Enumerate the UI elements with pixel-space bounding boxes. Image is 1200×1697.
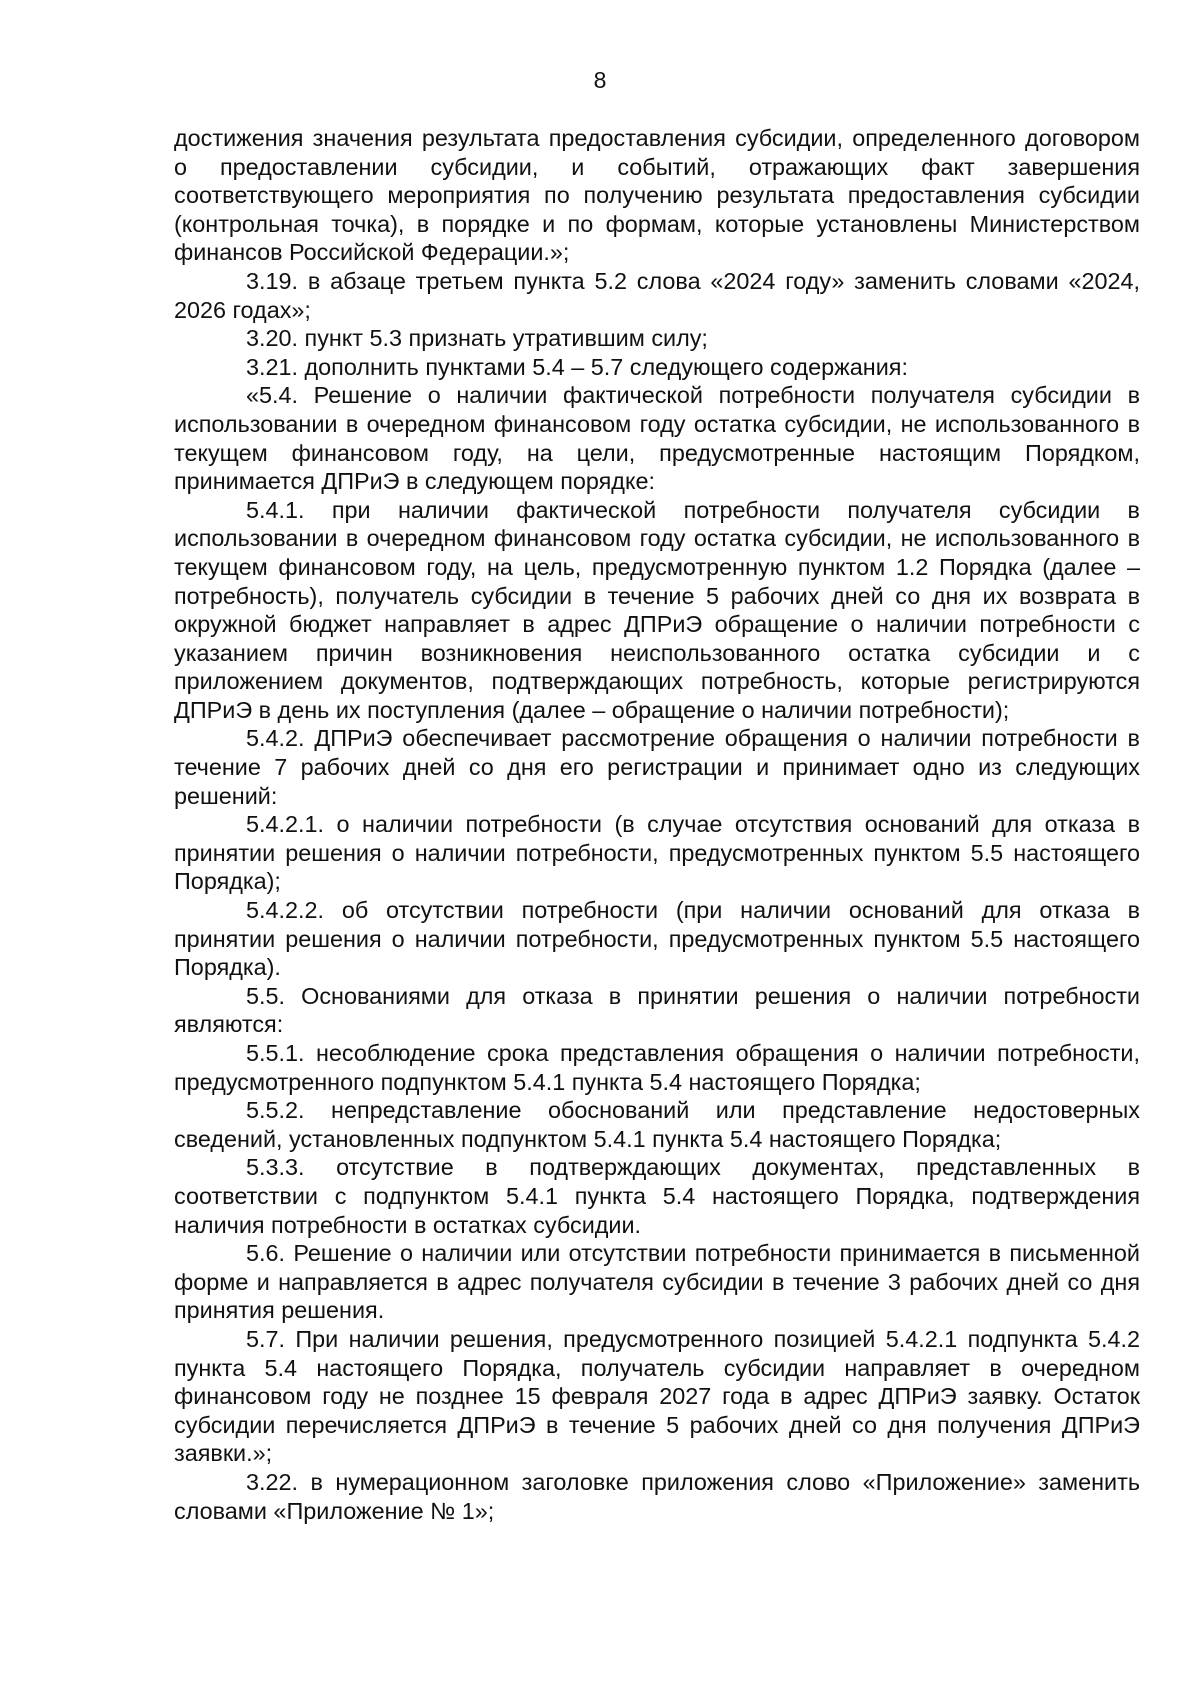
paragraph-continuation: достижения значения результата предоставления субсидии, определенного договором о предоставлении субсидии, и событий, отражающих факт завершения соответствующего мероприятия по получению результата предоставления субсидии (контрольная точка), в порядке и по формам, которые установлены Министерством финансов Российской Федерации.»; bbox=[174, 125, 1140, 266]
paragraph-3-22: 3.22. в нумерационном заголовке приложения слово «Приложение» заменить словами «Приложение № 1»; bbox=[174, 1468, 1140, 1524]
page-number: 8 bbox=[593, 67, 607, 93]
document-body bbox=[174, 124, 1140, 1525]
paragraph-5-5-2: 5.5.2. непредставление обоснований или представление недостоверных сведений, установленных подпунктом 5.4.1 пункта 5.4 настоящего Порядка; bbox=[174, 1097, 1140, 1152]
paragraph-5-4-1: 5.4.1. при наличии фактической потребности получателя субсидии в использовании в очередном финансовом году остатка субсидии, не использованного в текущем финансовом году, на цель, предусмотренную пунктом 1.2 Порядка (далее – потребность), получатель субсидии в течение 5 рабочих дней со дня их возврата в окружной бюджет направляет в адрес ДПРиЭ обращение о наличии потребности с указанием причин возникновения неиспользованного остатка субсидии и с приложением документов, подтверждающих потребность, которые регистрируются ДПРиЭ в день их поступления (далее – обращение о наличии потребности); bbox=[174, 496, 1140, 723]
paragraph-3-19: 3.19. в абзаце третьем пункта 5.2 слова «2024 году» заменить словами «2024, 2026 годах»; bbox=[174, 267, 1140, 323]
paragraph-5-4-2-1: 5.4.2.1. о наличии потребности (в случае отсутствия оснований для отказа в принятии решения о наличии потребности, предусмотренных пунктом 5.5 настоящего Порядка); bbox=[174, 811, 1140, 895]
paragraph-5-3-3: 5.3.3. отсутствие в подтверждающих документах, представленных в соответствии с подпунктом 5.4.1 пункта 5.4 настоящего Порядка, подтверждения наличия потребности в остатках субсидии. bbox=[174, 1154, 1140, 1238]
paragraph-5-4-2-2: 5.4.2.2. об отсутствии потребности (при наличии оснований для отказа в принятии решения о наличии потребности, предусмотренных пунктом 5.5 настоящего Порядка). bbox=[174, 897, 1140, 981]
paragraph-5-7: 5.7. При наличии решения, предусмотренного позицией 5.4.2.1 подпункта 5.4.2 пункта 5.4 настоящего Порядка, получатель субсидии направляет в очередном финансовом году не позднее 15 февраля 2027 года в адрес ДПРиЭ заявку. Остаток субсидии перечисляется ДПРиЭ в течение 5 рабочих дней со дня получения ДПРиЭ заявки.»; bbox=[174, 1325, 1140, 1467]
paragraph-3-20: 3.20. пункт 5.3 признать утратившим силу; bbox=[246, 325, 708, 352]
paragraph-5-6: 5.6. Решение о наличии или отсутствии потребности принимается в письменной форме и направляется в адрес получателя субсидии в течение 3 рабочих дней со дня принятия решения. bbox=[174, 1240, 1140, 1324]
paragraph-5-4: «5.4. Решение о наличии фактической потребности получателя субсидии в использовании в очередном финансовом году остатка субсидии, не использованного в текущем финансовом году, на цели, предусмотренные настоящим Порядком, принимается ДПРиЭ в следующем порядке: bbox=[174, 382, 1140, 495]
paragraph-3-21: 3.21. дополнить пунктами 5.4 – 5.7 следующего содержания: bbox=[246, 353, 908, 380]
paragraph-5-5-1: 5.5.1. несоблюдение срока представления обращения о наличии потребности, предусмотренного подпунктом 5.4.1 пункта 5.4 настоящего Порядка; bbox=[174, 1040, 1140, 1095]
paragraph-5-5: 5.5. Основаниями для отказа в принятии решения о наличии потребности являются: bbox=[174, 982, 1140, 1038]
paragraph-5-4-2: 5.4.2. ДПРиЭ обеспечивает рассмотрение обращения о наличии потребности в течение 7 рабочих дней со дня его регистрации и принимает одно из следующих решений: bbox=[174, 725, 1140, 809]
